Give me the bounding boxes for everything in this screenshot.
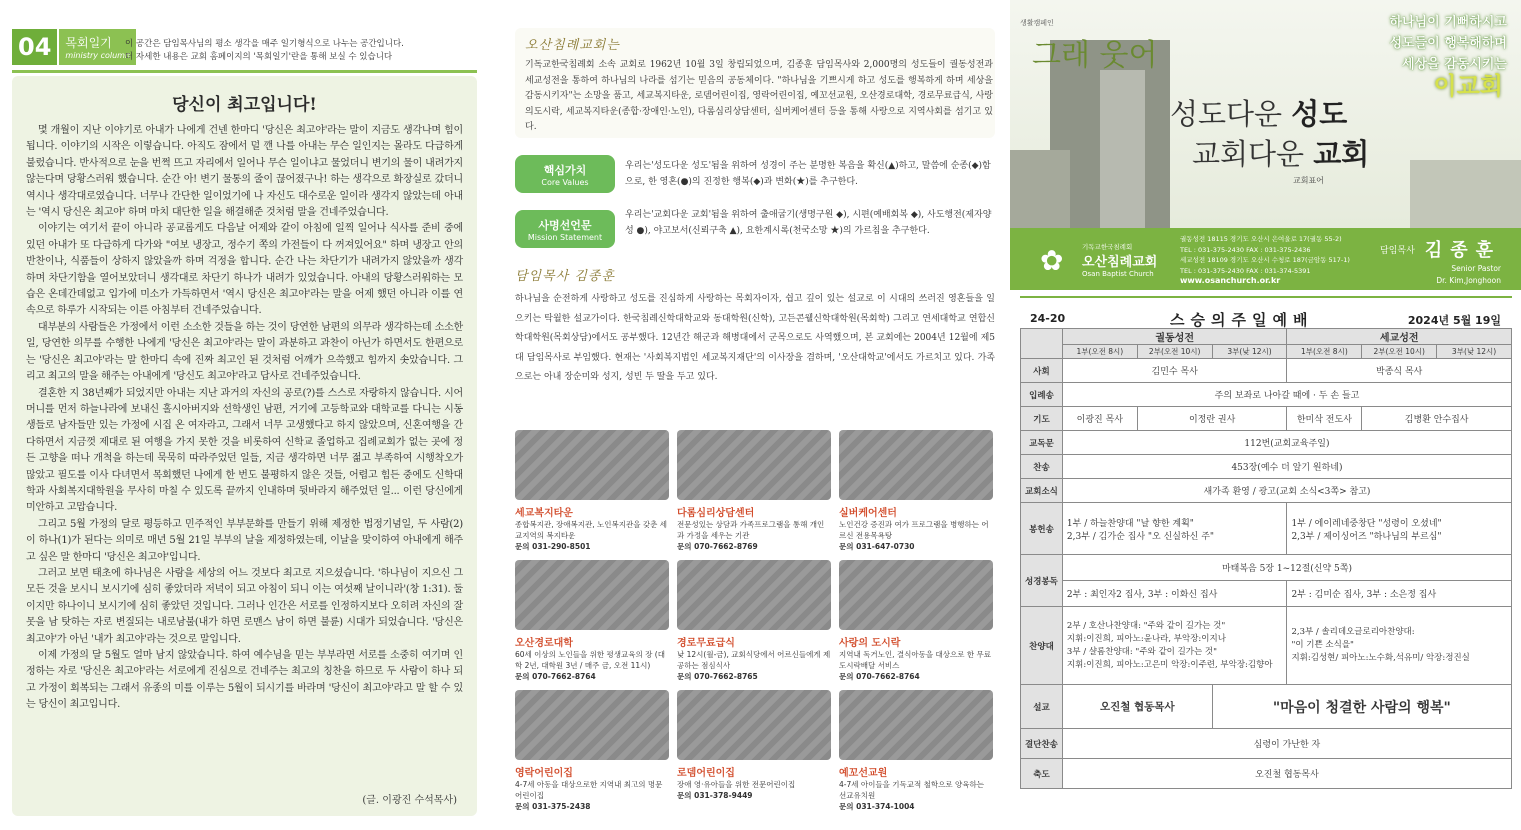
address-line: TEL : 031-375-2430 FAX : 031-375-2436 <box>1180 245 1311 254</box>
address-line: 궐동성전 18115 경기도 오산시 은여울로 17(궐동 55-2) <box>1180 235 1342 243</box>
ministry-name: 로뎀어린이집 <box>677 768 735 779</box>
cell-line: 1부 / 하늘찬양대 "날 향한 계획" <box>1066 518 1194 529</box>
slogan-line: 세상을 감동시키는 <box>1402 57 1507 72</box>
cell-line: 2,3부 / 김가순 집사 "오 신실하신 주" <box>1066 531 1215 542</box>
campaign-logo: 그래 웃어 <box>1032 38 1158 73</box>
church-address <box>1180 234 1350 287</box>
church-name-en: Osan Baptist Church <box>1082 270 1154 278</box>
ministry-photo <box>677 690 831 760</box>
cell-line: 지휘:김성현/ 피아노:노수화,석유미/ 악장:정진실 <box>1291 653 1470 663</box>
table-cell <box>1287 503 1512 555</box>
pastor-bio: 하나님을 순전하게 사랑하고 성도를 진심하게 사랑하는 목회자이자, 쉽고 깊이 있는 설교로 이 시대의 쓰러진 영혼들을 일으키는 탁월한 설교가이다. 한국침례신학대학교와 동대학원(신학), 고든콘웰신학대학원(목회학) 그리고 연세대학교 연합신학대학원(목회상담)에서도 공부했다. 12년간 해군과 해병대에서 군목으로도 사역했으며, 본 교회에는 2004년 12월에 제5대 담임목사로 부임했다. 현재는 '사회복지법인 세교복지재단'의 이사장을 겸하며, '오산대학교'에서도 가르치고 있다. 가족으로는 아내 장순미와 성지, 성빈 두 딸을 두고 있다. <box>515 294 995 382</box>
ministry-card <box>515 430 669 552</box>
article-paragraph: 몇 개월이 지난 이야기로 아내가 나에게 건넨 한마디 '당신은 최고야'라는 말이 지금도 생각나며 힘이 됩니다. 이야기의 시작은 이렇습니다. 아직도 잠에서 덜 깬 나를 아내는 무슨 일인지는 몰라도 다급하게 불렀습니다. 반사적으로 눈을 번쩍 뜨고 자리에서 일어나 무슨 일이냐고 물었더니 변기의 물이 내려가지 않는다며 당황스러워 했습니다. 순간 아! 변기 물통의 줄이 끊어졌구나! 하는 생각으로 화장실로 갔더니 역시나 생각대로였습니다. 너무나 간단한 일이었기에 나 자신도 대수로운 일이라 생각지 않았는데 아내는 '역시 당신은 최고야' 하며 마치 대단한 일을 해결해준 것처럼 말을 건네주었습니다. <box>26 125 463 219</box>
table-row <box>1021 685 1512 729</box>
cover-hero <box>1010 0 1521 228</box>
ministry-photo <box>677 560 831 630</box>
church-info-band <box>1010 228 1521 290</box>
row-label: 입례송 <box>1021 383 1063 407</box>
senior-pastor <box>1380 236 1501 286</box>
mission-label-en: Mission Statement <box>527 232 603 242</box>
address-line: TEL : 031-375-2430 FAX : 031-374-5391 <box>1180 266 1311 275</box>
ministry-desc: 지역내 독거노인, 결식아동을 대상으로 한 무료 도시락배달 서비스 <box>839 650 991 670</box>
motto-plain: 성도다운 <box>1170 97 1292 131</box>
row-label: 교회소식 <box>1021 479 1063 503</box>
ministry-card <box>677 690 831 801</box>
ministry-card <box>515 690 669 812</box>
table-cell: 112번(교회교육주일) <box>1062 431 1511 455</box>
location-header: 세교성전 <box>1287 329 1512 345</box>
ministry-card <box>839 430 993 552</box>
church-denomination: 기독교한국침례회 <box>1082 243 1133 251</box>
core-values-badge <box>515 155 615 193</box>
ministry-photo <box>839 690 993 760</box>
sermon-title: "마음이 청결한 사람의 행복" <box>1212 685 1511 729</box>
service-header: 2부(오전 10시) <box>1362 345 1437 359</box>
ministry-card <box>677 560 831 682</box>
table-cell: 박종식 목사 <box>1287 359 1512 383</box>
ministry-desc: 노인건강 증진과 여가 프로그램을 병행하는 어르신 전용목욕탕 <box>839 520 989 540</box>
ministry-card <box>839 560 993 682</box>
table-cell: 이광진 목사 <box>1062 407 1137 431</box>
table-cell: 이정란 권사 <box>1137 407 1287 431</box>
table-cell: 453장(예수 더 알기 원하네) <box>1062 455 1511 479</box>
website-link[interactable]: www.osanchurch.or.kr <box>1180 276 1281 285</box>
church-annex-image <box>1010 150 1070 228</box>
article-paragraph: 그리고 5월 가정의 달로 평등하고 민주적인 부부문화를 만들기 위해 제정한 법정기념일, 두 사람(2)이 하나(1)가 된다는 의미로 매년 5월 21일 부부의 날을 제정하였는데, 이날을 맞이하여 아내에게 해주고 싶은 말 한마디 '당신은 최고야'입니다. <box>26 518 463 563</box>
ministry-desc: 낮 12시(월-금), 교회식당에서 어르신들에게 제공하는 점심식사 <box>677 650 831 670</box>
ministry-name: 영락어린이집 <box>515 768 573 779</box>
pastor-title: 담임목사 김종훈 <box>515 269 616 284</box>
mission-label: 사명선언문 <box>538 218 592 232</box>
motto-bold: 성도 <box>1291 97 1348 131</box>
service-header: 1부(오전 8시) <box>1287 345 1362 359</box>
row-label: 사회 <box>1021 359 1063 383</box>
ministry-phone: 문의 070-7662-8764 <box>515 672 596 681</box>
row-label: 찬송 <box>1021 455 1063 479</box>
mission-badge <box>515 210 615 248</box>
cell-line: "이 기쁜 소식을" <box>1291 640 1354 650</box>
ministry-phone: 문의 031-647-0730 <box>839 542 915 551</box>
intro-text: 기독교한국침례회 소속 교회로 1962년 10월 3일 창립되었으며, 김종훈 담임목사와 2,000명의 성도들이 궐동성전과 세교성전을 통하여 하나님의 나라를 섬기는 믿음의 공동체이다. "하나님을 기쁘시게 하고 성도를 행복하게 하며 세상을 감동시키자"는 소망을 품고, 세교복지타운, 로뎀어린이집, 영락어린이집, 예꼬선교원, 오산경로대학, 경로무료급식, 사랑의도시락, 세교복지타운(종합·장애인·노인), 다롬심리상담센터, 실버케어센터 등을 통해 사랑으로 지역사회를 섬기고 있다. <box>525 60 993 132</box>
table-cell <box>1287 607 1512 685</box>
motto-caption: 교회표어 <box>1293 176 1324 185</box>
ministry-photo <box>515 560 669 630</box>
table-row <box>1021 383 1512 407</box>
table-cell: 마태복음 5장 1~12절(신약 5쪽) <box>1062 555 1511 581</box>
table-cell: 한미삭 전도사 <box>1287 407 1362 431</box>
table-row <box>1021 607 1512 685</box>
row-label: 축도 <box>1021 759 1063 789</box>
pastor-label: 담임목사 <box>1380 245 1415 256</box>
ministry-photo <box>677 430 831 500</box>
section-notice <box>125 38 485 64</box>
row-label: 기도 <box>1021 407 1063 431</box>
article-title: 당신이 최고입니다! <box>172 95 317 115</box>
slogan-emblem: 이교회 <box>1433 71 1503 100</box>
notice-line: 더 자세한 내용은 교회 홈페이지의 '목회일기'란을 통해 보실 수 있습니다 <box>125 52 393 62</box>
table-row <box>1021 407 1512 431</box>
campaign-label: 생활캠페인 <box>1020 19 1054 27</box>
location-header: 궐동성전 <box>1062 329 1287 345</box>
ministry-name: 실버케어센터 <box>839 508 897 519</box>
ministry-name: 다롬심리상담센터 <box>677 508 755 519</box>
table-cell: 김민수 목사 <box>1062 359 1287 383</box>
table-cell: 오진철 협동목사 <box>1062 759 1511 789</box>
table-row <box>1021 555 1512 581</box>
ministry-card <box>677 430 831 552</box>
ministry-photo <box>515 690 669 760</box>
slogan-line: 하나님이 기뻐하시고 <box>1389 15 1507 30</box>
core-values-label-en: Core Values <box>541 177 589 187</box>
table-corner <box>1021 329 1063 359</box>
table-row <box>1021 431 1512 455</box>
table-cell: 주의 보좌로 나아갈 때에 · 두 손 들고 <box>1062 383 1511 407</box>
motto-line-2 <box>1192 132 1369 173</box>
church-tower-image <box>1100 70 1145 228</box>
ministry-name: 오산경로대학 <box>515 638 573 649</box>
table-cell <box>1062 607 1287 685</box>
article-paragraph: 결혼한 지 38년째가 되었지만 아내는 지난 과거의 자신의 공로(?)를 스스로 자랑하지 않습니다. 시어머니를 먼저 하늘나라에 보내신 홀시아버지와 선학생인 남편, 거기에 고등학교와 대학교를 다니는 시동생들로 남자들만 있는 가정에 시집 온 여자라고, 그래서 너무 고생했다고 하지 않았으며, 신혼여행을 간다하면서 지금껏 제대로 된 여행을 가지 못한 것을 비롯하여 신학교 졸업하고 집례교회가 없는 곳에 정든 고향을 떠나 개척을 하는데 묵묵히 따라주었던 일들, 지금 생각하면 너무 젊고 부족하여 시행착오가 많았고 필도를 이사 다녀면서 목회했던 나에게 한 번도 불평하지 않은 것들, 어렵고 힘든 중에도 신학대학과 사회복지대학원을 무사히 마칠 수 있도록 끝까지 인내하며 뒷바라지 해주었던 일... 이런 당신에게 미안하고 고맙습니다. <box>26 387 463 514</box>
cell-line: 3부 / 샬롬찬양대: "주와 같이 길가는 것" <box>1066 646 1218 657</box>
table-cell <box>1062 503 1287 555</box>
ministry-phone: 문의 070-7662-8765 <box>677 672 758 681</box>
article-paragraph: 그러고 보면 태초에 하나님은 사람을 세상의 어느 것보다 최고로 지으셨습니다. '하나님이 지으신 그 모든 것을 보시니 보시기에 심히 좋았더라 저녁이 되고 아침이 되니 이는 여섯째 날이니라'(창 1:31). 둘이지만 하나이니 보시기에 심히 좋았던 것입니다. 그러나 인간은 서로를 인정하지보다 오히려 자신의 잘못을 남 탓하는 자로 변질되는 내로남불(내가 하면 로맨스 남이 하면 불륜) 시대가 되었습니다. '당신은 최고야'가 아닌 '내가 최고야'라는 것으로 말입니다. <box>26 567 463 645</box>
section-header <box>12 28 136 66</box>
cell-line: 지휘:이진희, 피아노:고은미 악장:이주련, 부악장:김향아 <box>1066 659 1273 670</box>
row-label: 봉헌송 <box>1021 503 1063 555</box>
divider <box>12 70 477 73</box>
row-label: 성경봉독 <box>1021 555 1063 607</box>
slogan-line: 성도들이 행복해하며 <box>1389 36 1507 51</box>
column-article <box>12 76 477 816</box>
cell-line: 2,3부 / 제이싱어즈 "하나님의 부르심" <box>1291 531 1442 542</box>
core-values-text: 우리는'성도다운 성도'됨을 위하여 성경이 주는 분명한 복음을 확신(▲)하고, 말씀에 순종(◆)함으로, 한 영혼(●)의 진정한 행복(◆)과 변화(★)를 추구한다. <box>625 161 991 187</box>
intro-title: 오산침례교회는 <box>525 38 620 53</box>
table-row <box>1021 455 1512 479</box>
table-row <box>1021 581 1512 607</box>
ministry-desc: 4-7세 아동을 대상으로한 지역내 최고의 명문 어린이집 <box>515 780 663 800</box>
ministry-desc: 장애 영·유아들을 위한 전문어린이집 <box>677 780 796 789</box>
ministry-phone: 문의 031-375-2438 <box>515 802 591 811</box>
table-row <box>1021 503 1512 555</box>
ministry-desc: 4-7세 아이들을 기독교적 철학으로 양육하는 선교유치원 <box>839 780 984 800</box>
cell-line: 지휘:이진희, 피아노:윤나라, 부악장:이지나 <box>1066 633 1226 644</box>
ministry-desc: 종합복지관, 장애복지관, 노인복지관을 갖춘 세교지역의 복지타운 <box>515 520 667 540</box>
ministry-phone: 문의 070-7662-8764 <box>839 672 920 681</box>
bulletin-cover-page <box>1010 0 1521 830</box>
church-name <box>1082 242 1157 278</box>
cell-line: 1부 / 에이레네중창단 "성령이 오셨네" <box>1291 518 1442 529</box>
church-name-ko: 오산침례교회 <box>1082 255 1158 270</box>
ministry-desc: 전문성있는 상담과 가족프로그램을 통해 개인과 가정을 세우는 기관 <box>677 520 825 540</box>
service-header: 3부(낮 12시) <box>1212 345 1287 359</box>
ministry-card <box>515 560 669 682</box>
table-row <box>1021 359 1512 383</box>
motto-bold: 교회 <box>1313 137 1370 171</box>
core-values-label: 핵심가치 <box>543 163 587 177</box>
ministry-phone: 문의 031-374-1004 <box>839 802 915 811</box>
row-label: 찬양대 <box>1021 607 1063 685</box>
table-cell: 김병환 안수집사 <box>1362 407 1512 431</box>
pastor-title-en: Senior Pastor <box>1451 264 1501 273</box>
row-label: 설교 <box>1021 685 1063 729</box>
ministry-column-page <box>0 0 500 830</box>
church-intro-page <box>505 0 1005 830</box>
row-label: 결단찬송 <box>1021 729 1063 759</box>
motto-plain: 교회다운 <box>1192 137 1314 171</box>
ministry-photo <box>839 560 993 630</box>
table-row <box>1021 759 1512 789</box>
table-row <box>1021 729 1512 759</box>
ministry-name: 사랑의 도시락 <box>839 638 901 649</box>
ministry-card <box>839 690 993 812</box>
table-row <box>1021 345 1512 359</box>
order-of-worship-table <box>1020 328 1512 789</box>
address-line: 세교성전 18109 경기도 오산시 수청로 187(금암동 517-1) <box>1180 256 1350 264</box>
church-logo-icon: ✿ <box>1040 244 1064 277</box>
row-label: 교독문 <box>1021 431 1063 455</box>
article-paragraph: 이야기는 여기서 끝이 아니라 공교롭게도 다음날 어제와 같이 아침에 일찍 일어나 식사를 준비 중에 있던 아내가 또 다급하게 다가와 "여보 냉장고, 정수기 쪽의 가전들이 다 꺼져있어요" 하며 냉장고 안의 반찬이나, 식품들이 상하지 않았을까 하며 걱정을 합니다. 순간 나는 차단기가 내려가지 않았을까 생각하며 차단기함을 열어보았더니 생각대로 차단기 하나가 내려가 있었습니다. 아내의 당황스러워하는 모습은 온데간데없고 입가에 미소가 가득하면서 '역시 당신은 최고야'라는 말을 어제 했던 아니라 이를 연속으로 하루가 시작되는 이른 아침부터 건네주었습니다. <box>26 223 463 317</box>
mission-text: 우리는'교회다운 교회'됨을 위하여 출애굽기(생명구원 ◆), 시편(예배회복 ◆), 사도행전(제자양성 ●), 야고보서(신뢰구축 ▲), 요한계시록(천국소망 ★)의 가르침을 추구한다. <box>625 210 992 236</box>
ministry-photo <box>839 430 993 500</box>
table-cell: 2부 : 김미순 집사, 3부 : 소은정 집사 <box>1287 581 1512 607</box>
article-paragraph: 이제 가정의 달 5월도 얼마 남지 않았습니다. 하여 예수님을 믿는 부부라면 서로를 소중히 여기며 인정하는 자로 '당신은 최고야'라는 서로에게 진심으로 건네주는 최고의 칭찬을 하므로 두 사람이 하나 되고 가정이 회복되는 그래서 유종의 미를 이루는 5월이 되시기를 바라며 '당신이 최고야'라고 말 할 수 있는 당신이 최고입니다. <box>26 650 463 711</box>
section-tag-ko: 목회일기 <box>65 36 112 50</box>
table-row <box>1021 479 1512 503</box>
table-row <box>1021 329 1512 345</box>
church-side-image <box>1410 160 1521 228</box>
service-header: 3부(낮 12시) <box>1437 345 1512 359</box>
section-number: 04 <box>12 29 57 65</box>
ministry-phone: 문의 031-290-8501 <box>515 542 591 551</box>
worship-date: 2024년 5월 19일 <box>1407 314 1501 327</box>
ministry-photo <box>515 430 669 500</box>
pastor-name: 김종훈 <box>1424 240 1501 261</box>
ministry-name: 예꼬선교원 <box>839 768 888 779</box>
table-cell: 심령이 가난한 자 <box>1062 729 1511 759</box>
ministry-name: 세교복지타운 <box>515 508 573 519</box>
week-number: 24-20 <box>1030 312 1066 325</box>
cell-line: 2,3부 / 솔리데오글로리아찬양대: <box>1291 627 1415 637</box>
section-tag-en: ministry column <box>65 51 131 60</box>
service-header: 2부(오전 10시) <box>1137 345 1212 359</box>
ministry-phone: 문의 031-378-9449 <box>677 791 753 800</box>
ministry-name: 경로무료급식 <box>677 638 735 649</box>
table-cell: 2부 : 최인자2 집사, 3부 : 이화신 집사 <box>1062 581 1287 607</box>
service-header: 1부(오전 8시) <box>1062 345 1137 359</box>
motto-line-1 <box>1170 92 1347 133</box>
pastor-name-en: Dr. Kim,Jonghoon <box>1436 276 1501 285</box>
worship-title: 스승의주일예배 <box>1170 311 1314 329</box>
article-signature: (글. 이광진 수석목사) <box>362 795 457 806</box>
table-cell: 새가족 환영 / 광고(교회 소식<3쪽> 참고) <box>1062 479 1511 503</box>
sermon-preacher: 오진철 협동목사 <box>1062 685 1212 729</box>
ministry-phone: 문의 070-7662-8769 <box>677 542 758 551</box>
article-paragraph: 대부분의 사람들은 가정에서 이런 소소한 것들을 하는 것이 당연한 남편의 의무라 생각하는데 소소한 일, 당연한 의무를 수행한 나에게 '당신은 최고야'라는 말이 과분하고 과찬이 아닌가 하면서도 한편으로는 '당신은 최고야'라는 말 한마디 속에 진짜 최고인 된 것처럼 어깨가 으쓱했고 힘까지 솟았습니다. 그리고 최고의 말을 해주는 아내에게 '당신도 최고야'라고 답사로 건네주었습니다. <box>26 321 463 383</box>
notice-line: 이 공간은 담임목사님의 평소 생각을 매주 일기형식으로 나누는 공간입니다. <box>125 39 404 49</box>
divider <box>1020 296 1512 298</box>
ministry-desc: 60세 이상의 노인들을 위한 평생교육의 장 (대학 2년, 대학원 3년 / 매주 금, 오전 11시) <box>515 650 665 670</box>
cell-line: 2부 / 호산나찬양대: "주와 같이 길가는 것" <box>1066 620 1226 631</box>
